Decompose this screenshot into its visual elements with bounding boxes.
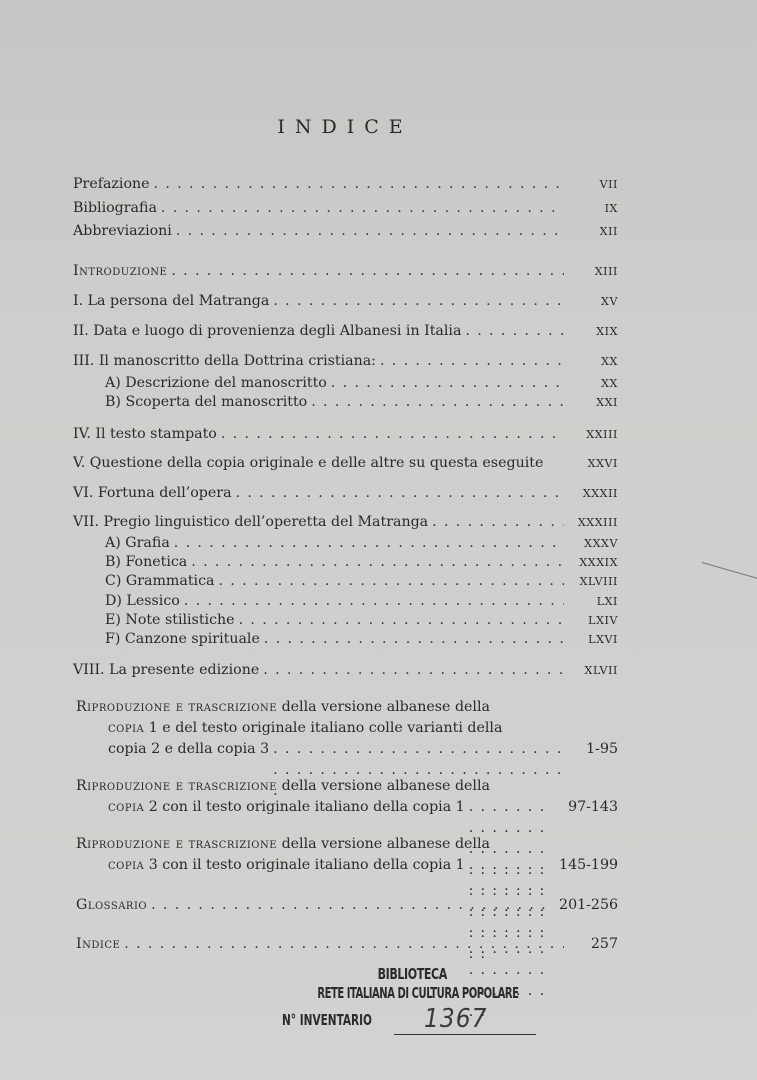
- leader-dots: [124, 934, 564, 954]
- entry-label: Indice: [76, 936, 121, 952]
- entry-page: LXVI: [588, 633, 618, 646]
- leader-dots: [432, 512, 564, 532]
- leader-dots: [465, 321, 564, 341]
- entry-label: C) Grammatica: [105, 573, 215, 589]
- toc-entry-chapter-4: [73, 424, 618, 444]
- entry-page: 257: [590, 936, 618, 952]
- entry-label: F) Canzone spirituale: [105, 631, 260, 647]
- entry-page: XXXIX: [579, 556, 618, 569]
- entry-copia: copia: [108, 720, 145, 736]
- toc-subentry-3a: [105, 373, 618, 393]
- stamp-library-name: BIBLIOTECA: [377, 965, 447, 983]
- toc-entry-prefazione: [73, 174, 618, 194]
- entry-label: Bibliografia: [73, 200, 157, 216]
- leader-dots: [273, 291, 564, 311]
- leader-dots: [218, 571, 564, 591]
- toc-subentry-7b: [105, 552, 618, 572]
- entry-text: della versione albanese della: [277, 836, 490, 852]
- stamp-network-name: RETE ITALIANA DI CULTURA POPOLARE: [317, 984, 519, 1002]
- leader-dots: [263, 660, 564, 680]
- toc-entry-chapter-2: [73, 321, 618, 341]
- leader-dots: [151, 895, 545, 915]
- toc-entry-chapter-1: [73, 291, 618, 311]
- entry-page: XX: [601, 377, 618, 390]
- entry-label: E) Note stilistiche: [105, 612, 235, 628]
- entry-page: XIII: [594, 265, 618, 278]
- entry-label: V. Questione della copia originale e delle altre su questa eseguite: [73, 455, 544, 471]
- entry-heading: Riproduzione e trascrizione: [76, 778, 278, 794]
- toc-subentry-7e: [105, 610, 618, 630]
- entry-page: 201-256: [559, 897, 618, 913]
- toc-subentry-7a: [105, 533, 618, 553]
- entry-label: Prefazione: [73, 176, 150, 192]
- entry-text: della versione albanese della: [277, 699, 490, 715]
- entry-page: XV: [601, 295, 618, 308]
- leader-dots: [311, 392, 564, 412]
- leader-dots: [239, 610, 564, 630]
- entry-text: della versione albanese della: [277, 778, 490, 794]
- entry-label: II. Data e luogo di provenienza degli Albanesi in Italia: [73, 323, 462, 339]
- toc-entry-abbreviazioni: [73, 221, 618, 241]
- entry-text: 1 e del testo originale italiano colle varianti della: [144, 720, 503, 736]
- entry-page: XII: [599, 225, 618, 238]
- inventory-underline: [394, 1034, 536, 1035]
- leader-dots: [161, 198, 564, 218]
- toc-entry-chapter-3: [73, 351, 618, 371]
- entry-page: 97-143: [568, 799, 618, 815]
- toc-entry-chapter-8: [73, 660, 618, 680]
- entry-label: D) Lessico: [105, 593, 180, 609]
- entry-page: XXXV: [584, 537, 618, 550]
- entry-page: XX: [601, 355, 618, 368]
- entry-label: Introduzione: [73, 263, 168, 279]
- inventory-number: 1367: [424, 1004, 488, 1034]
- entry-label: I. La persona del Matranga: [73, 293, 270, 309]
- entry-page: XIX: [596, 325, 618, 338]
- toc-subentry-7c: [105, 571, 618, 591]
- entry-page: XXI: [596, 396, 618, 409]
- entry-page: VII: [599, 178, 618, 191]
- entry-label: IV. Il testo stampato: [73, 426, 217, 442]
- entry-label: A) Grafia: [105, 535, 170, 551]
- entry-label: VIII. La presente edizione: [73, 662, 260, 678]
- entry-label: VII. Pregio linguistico dell’operetta del Matranga: [73, 514, 429, 530]
- entry-copia: copia: [108, 799, 145, 815]
- toc-entry-chapter-5: [73, 453, 618, 473]
- page-title: INDICE: [277, 116, 413, 138]
- entry-text: copia 2 e della copia 3: [108, 741, 270, 757]
- entry-label: Abbreviazioni: [73, 223, 172, 239]
- toc-entry-chapter-6: [73, 483, 618, 503]
- leader-dots: [221, 424, 564, 444]
- leader-dots: [331, 373, 564, 393]
- entry-page: XLVIII: [579, 575, 618, 588]
- leader-dots: [171, 261, 564, 281]
- entry-page: XXXIII: [577, 516, 618, 529]
- entry-page: XXXII: [582, 487, 618, 500]
- toc-subentry-7d: [105, 591, 618, 611]
- entry-text: 2 con il testo originale italiano della copia 1: [144, 799, 465, 815]
- entry-label: III. Il manoscritto della Dottrina cristiana:: [73, 353, 376, 369]
- toc-entry-glossario: [76, 895, 618, 915]
- toc-entry-introduzione: [73, 261, 618, 281]
- leader-dots: [154, 174, 564, 194]
- entry-page: LXIV: [588, 614, 618, 627]
- toc-subentry-3b: [105, 392, 618, 412]
- stamp-inventory: [282, 1004, 542, 1034]
- entry-page: 1-95: [586, 741, 618, 757]
- entry-label: Glossario: [76, 897, 148, 913]
- toc-entry-chapter-7: [73, 512, 618, 532]
- entry-label: B) Scoperta del manoscritto: [105, 394, 308, 410]
- leader-dots: [264, 629, 564, 649]
- entry-text: 3 con il testo originale italiano della copia 1: [144, 857, 465, 873]
- library-stamp: [282, 964, 542, 1034]
- entry-page: XLVII: [584, 664, 618, 677]
- leader-dots: [184, 591, 564, 611]
- leader-dots: [191, 552, 564, 572]
- entry-label: B) Fonetica: [105, 554, 188, 570]
- leader-dots: [176, 221, 564, 241]
- inventory-label: N° INVENTARIO: [282, 1011, 372, 1029]
- entry-page: XXVI: [587, 457, 618, 470]
- entry-page: IX: [604, 202, 618, 215]
- leader-dots: [174, 533, 564, 553]
- entry-label: A) Descrizione del manoscritto: [105, 375, 327, 391]
- toc-subentry-7f: [105, 629, 618, 649]
- entry-heading: Riproduzione e trascrizione: [76, 699, 278, 715]
- entry-copia: copia: [108, 857, 145, 873]
- entry-page: XXIII: [586, 428, 618, 441]
- entry-heading: Riproduzione e trascrizione: [76, 836, 278, 852]
- toc-entry-bibliografia: [73, 198, 618, 218]
- leader-dots: [236, 483, 564, 503]
- leader-dots: [380, 351, 564, 371]
- entry-label: VI. Fortuna dell’opera: [73, 485, 232, 501]
- toc-entry-indice: [76, 934, 618, 954]
- entry-page: LXI: [596, 595, 618, 608]
- entry-page: 145-199: [559, 857, 618, 873]
- paper-scratch-mark: [702, 562, 757, 579]
